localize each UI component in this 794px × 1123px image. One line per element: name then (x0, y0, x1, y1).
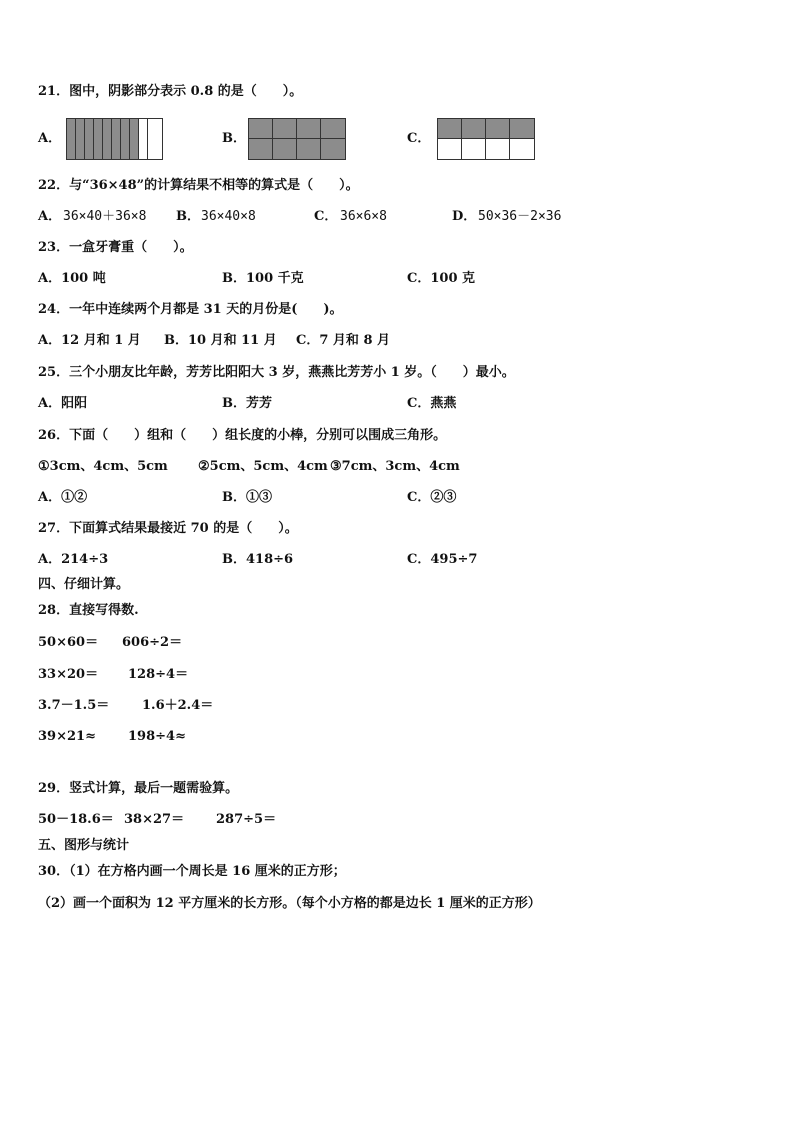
q22-option-d: 50×36－2×36 (478, 209, 562, 224)
q29-item-2: 38×27＝ (124, 812, 185, 827)
q22-option-d-label: D． (452, 209, 477, 224)
q26-group-2: ②5cm、5cm、4cm (198, 459, 328, 474)
q28-item-7: 39×21≈ (38, 729, 96, 744)
q26-option-a: A．①② (38, 490, 88, 505)
q21-option-a-label: A． (38, 131, 62, 146)
question-27: 27．下面算式结果最接近 70 的是（ ）。 (38, 521, 298, 536)
q28-item-2: 606÷2＝ (122, 635, 183, 650)
q28-item-3: 33×20＝ (38, 667, 99, 682)
q23-option-c: C．100 克 (407, 271, 476, 286)
q25-option-b: B．芳芳 (222, 396, 272, 411)
q22-option-b-label: B． (176, 209, 200, 224)
question-23: 23．一盒牙膏重（ ）。 (38, 240, 193, 255)
q26-group-1: ①3cm、4cm、5cm (38, 459, 168, 474)
q29-item-1: 50－18.6＝ (38, 812, 114, 827)
question-28: 28．直接写得数. (38, 603, 139, 618)
q21-figure-a (66, 118, 163, 160)
q28-item-5: 3.7－1.5＝ (38, 698, 110, 713)
q24-option-a: A．12 月和 1 月 (38, 333, 141, 348)
q26-option-b: B．①③ (222, 490, 272, 505)
q22-option-b: 36×40×8 (201, 209, 256, 224)
q27-option-c: C．495÷7 (407, 552, 478, 567)
q24-option-b: B．10 月和 11 月 (164, 333, 277, 348)
section-5-heading: 五、图形与统计 (38, 838, 130, 853)
question-22: 22．与“36×48”的计算结果不相等的算式是（ ）。 (38, 178, 359, 193)
q21-figure-b (248, 118, 346, 160)
q25-option-a: A．阳阳 (38, 396, 88, 411)
q24-option-c: C．7 月和 8 月 (296, 333, 391, 348)
question-21: 21．图中，阴影部分表示 0.8 的是（ ）。 (38, 84, 303, 99)
section-4-heading: 四、仔细计算。 (38, 577, 130, 592)
q27-option-b: B．418÷6 (222, 552, 294, 567)
q27-option-a: A．214÷3 (38, 552, 109, 567)
question-26: 26．下面（ ）组和（ ）组长度的小棒，分别可以围成三角形。 (38, 428, 447, 443)
q25-option-c: C．燕燕 (407, 396, 457, 411)
q21-option-c-label: C． (407, 131, 431, 146)
q29-item-3: 287÷5＝ (216, 812, 277, 827)
q23-option-a: A．100 吨 (38, 271, 106, 286)
q26-option-c: C．②③ (407, 490, 457, 505)
q21-figure-c (437, 118, 535, 160)
q22-option-c-label: C． (314, 209, 338, 224)
question-25: 25．三个小朋友比年龄，芳芳比阳阳大 3 岁，燕燕比芳芳小 1 岁。（ ）最小。 (38, 365, 515, 380)
q28-item-8: 198÷4≈ (128, 729, 186, 744)
question-24: 24．一年中连续两个月都是 31 天的月份是( )。 (38, 302, 343, 317)
q23-option-b: B．100 千克 (222, 271, 304, 286)
q22-option-c: 36×6×8 (340, 209, 387, 224)
q28-item-6: 1.6＋2.4＝ (142, 698, 214, 713)
question-30-part-2: （2）画一个面积为 12 平方厘米的长方形。（每个小方格的都是边长 1 厘米的正方形） (38, 896, 541, 911)
q21-option-b-label: B． (222, 131, 246, 146)
q22-option-a: 36×40＋36×8 (63, 209, 147, 224)
question-30-part-1: 30．（1）在方格内画一个周长是 16 厘米的正方形； (38, 864, 346, 879)
q28-item-1: 50×60＝ (38, 635, 99, 650)
q22-option-a-label: A． (38, 209, 62, 224)
q26-group-3: ③7cm、3cm、4cm (330, 459, 460, 474)
q28-item-4: 128÷4＝ (128, 667, 189, 682)
question-29: 29．竖式计算，最后一题需验算。 (38, 781, 239, 796)
